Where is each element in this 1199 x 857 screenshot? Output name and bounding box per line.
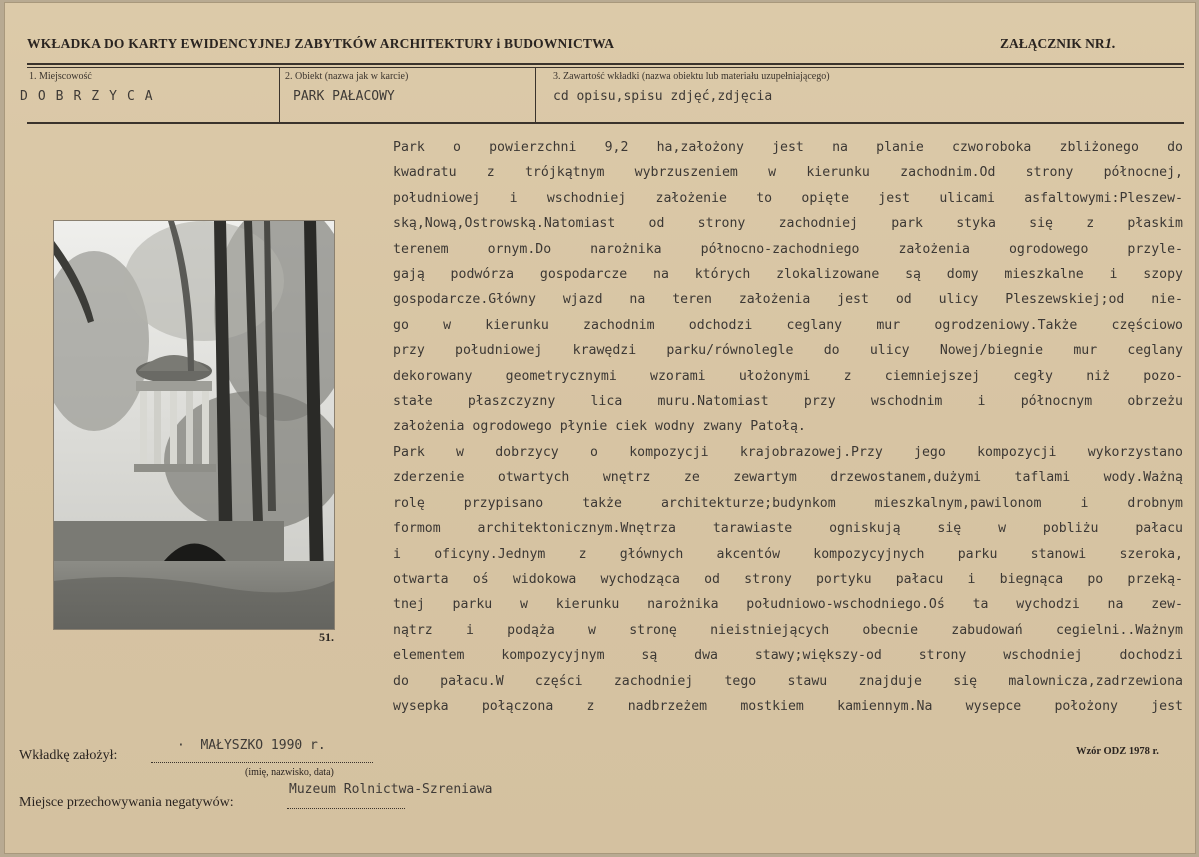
field-separator-2: [535, 67, 536, 122]
field-separator-1: [279, 67, 280, 122]
description-line: Park o powierzchni 9,2 ha,założony jest na planie czworoboka zbliżonego do: [393, 140, 1183, 155]
description-line: południowej i wschodniej założenie to opięte jest ulicami asfaltowymi:Pleszew-: [393, 190, 1183, 206]
description-line: dekorowany geometrycznymi wzorami ułożonymi z ciemniejszej cegły niż pozo-: [393, 368, 1183, 384]
description-line: elementem kompozycyjnym są dwa stawy;większy-od strony wschodniej dochodzi: [393, 648, 1183, 664]
description-line: tnej parku w kierunku narożnika południowo-wschodniego.Oś ta wychodzi na zew-: [393, 597, 1183, 613]
photo-number: 51.: [319, 630, 334, 644]
description-line: ską,Nową,Ostrowską.Natomiast od strony zachodniej park styka się z płaskim: [393, 216, 1183, 232]
description-line: kwadratu z trójkątnym wybrzuszeniem w kierunku zachodnim.Od strony północnej,: [393, 165, 1183, 181]
created-by-dotted-line: [151, 762, 373, 763]
description-line: nątrz i podąża w stronę nieistniejących obecnie zabudowań cegielni..Ważnym: [393, 622, 1183, 638]
contents-value: cd opisu,spisu zdjęć,zdjęcia: [553, 89, 773, 104]
storage-label: Miejsce przechowywania negatywów:: [19, 795, 234, 810]
description-line: Park w dobrzycy o kompozycji krajobrazowej.Przy jego kompozycji wykorzystano: [393, 444, 1183, 460]
record-card: [4, 2, 1196, 854]
description-line: terenem ornym.Do narożnika północno-zachodniego założenia ogrodowego przyle-: [393, 241, 1183, 257]
storage-value: Muzeum Rolnictwa-Szreniawa: [289, 782, 493, 797]
description-line: zderzenie otwartych wnętrz ze zewartym drzewostanem,dużymi taflami wody.Ważną: [393, 470, 1183, 486]
locality-label: 1. Miejscowość: [29, 71, 92, 82]
description-line: do pałacu.W części zachodniej tego stawu znajduje się malownicza,zadrzewiona: [393, 673, 1183, 689]
description-line: rolę przypisano także architekturze;budynkom mieszkalnym,pawilonom i drobnym: [393, 495, 1183, 511]
created-by-label: Wkładkę założył:: [19, 748, 118, 763]
annex-number-value: 1.: [1104, 36, 1116, 52]
annex-number: [1000, 36, 1116, 53]
header-rule-bottom: [27, 122, 1184, 124]
description-line: otwarta oś widokowa wychodząca od strony portyku pałacu i biegnąca po przeką-: [393, 571, 1183, 587]
card-title: WKŁADKA DO KARTY EWIDENCYJNEJ ZABYTKÓW ARCHITEKTURY i BUDOWNICTWA: [27, 36, 615, 51]
description-line: go w kierunku zachodnim odchodzi ceglany mur ogrodzeniowy.Także częściowo: [393, 317, 1183, 333]
description-line: gają podwórza gospodarcze na których zlokalizowane są domy mieszkalne i szopy: [393, 267, 1183, 283]
park-photo: [53, 220, 335, 630]
object-value: PARK PAŁACOWY: [293, 89, 395, 104]
description-line: wysepka połączona z nadbrzeżem mostkiem kamiennym.Na wysepce położony jest: [393, 698, 1183, 714]
description-line: i oficyny.Jednym z głównych akcentów kompozycyjnych parku stanowi szeroka,: [393, 546, 1183, 562]
locality-value: DOBRZYCA: [20, 89, 163, 104]
description-line: przy południowej krawędzi parku/równolegle do ulicy Nowej/biegnie mur ceglany: [393, 343, 1183, 359]
storage-dotted-line: [287, 808, 405, 809]
header-rule-thin: [27, 67, 1184, 68]
created-by-caption: (imię, nazwisko, data): [245, 767, 334, 778]
form-code: Wzór ODZ 1978 r.: [1076, 746, 1159, 757]
description-line: stałe płaszczyzny lica muru.Natomiast przy wschodnim i północnym obrzeżu: [393, 394, 1183, 410]
created-by-value: · MAŁYSZKO 1990 r.: [177, 738, 326, 753]
description-text: [393, 135, 1183, 719]
contents-label: 3. Zawartość wkładki (nazwa obiektu lub materiału uzupełniającego): [553, 71, 830, 82]
description-line: założenia ogrodowego płynie ciek wodny zwany Patołą.: [393, 419, 806, 435]
header-rule-top: [27, 63, 1184, 65]
object-label: 2. Obiekt (nazwa jak w karcie): [285, 71, 409, 82]
created-by-name: MAŁYSZKO 1990 r.: [200, 738, 326, 753]
annex-label: ZAŁĄCZNIK NR: [1000, 36, 1105, 51]
rotunda-pavilion-photo-icon: [54, 221, 334, 629]
description-line: formom architektonicznym.Wnętrza tarawiaste ogniskują się w pobliżu pałacu: [393, 521, 1183, 537]
description-line: gospodarcze.Główny wjazd na teren założenia jest od ulicy Pleszewskiej;od nie-: [393, 292, 1183, 308]
